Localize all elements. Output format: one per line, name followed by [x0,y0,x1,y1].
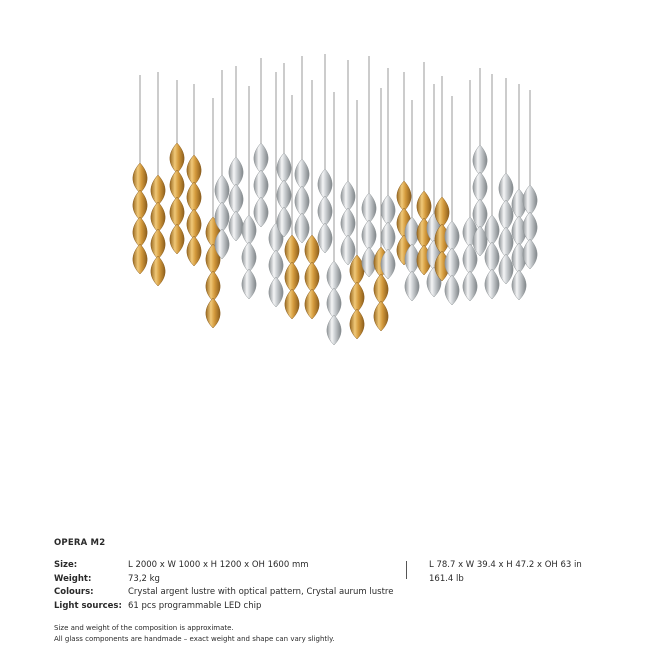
gold-crystal-drop [133,163,147,193]
silver-crystal-drop [295,159,309,189]
silver-crystal-drop [499,200,513,230]
silver-crystal-drop [277,153,291,183]
spec-value: 73,2 kg [128,573,160,584]
silver-crystal-drop [499,254,513,284]
silver-crystal-drop [269,250,283,280]
silver-crystal-drop [405,271,419,301]
silver-crystal-drop [473,145,487,175]
gold-crystal-drop [151,202,165,232]
gold-crystal-drop [187,155,201,185]
silver-crystal-drop [327,288,341,318]
gold-crystal-drop [187,209,201,239]
product-title: OPERA M2 [54,538,106,548]
silver-crystal-drop [341,208,355,238]
note-line: All glass components are handmade – exact weight and shape can vary slightly. [54,634,335,643]
gold-crystal-drop [151,175,165,205]
silver-crystal-drop [295,186,309,216]
note-line: Size and weight of the composition is approximate. [54,624,234,632]
gold-crystal-drop [417,191,431,221]
spec-label: Colours: [54,587,94,597]
gold-crystal-drop [170,224,184,254]
silver-crystal-drop [381,195,395,225]
silver-crystal-drop [318,223,332,253]
silver-crystal-drop [242,215,256,245]
silver-crystal-drop [485,269,499,299]
spec-row-size [54,559,400,573]
silver-crystal-drop [269,277,283,307]
silver-crystal-drop [242,269,256,299]
silver-crystal-drop [229,184,243,214]
silver-crystal-drop [295,213,309,243]
gold-crystal-drop [133,190,147,220]
gold-crystal-drop [206,298,220,328]
spec-label: Size: [54,560,78,570]
gold-crystal-drop [133,217,147,247]
imperial-specs [429,559,582,586]
silver-crystal-drop [254,170,268,200]
silver-crystal-drop [327,261,341,291]
gold-crystal-drop [374,274,388,304]
gold-crystal-drop [285,235,299,265]
silver-crystal-drop [499,173,513,203]
silver-crystal-drop [277,180,291,210]
disclaimer-notes [54,623,335,644]
gold-crystal-drop [133,244,147,274]
gold-crystal-drop [397,181,411,211]
gold-crystal-drop [151,256,165,286]
silver-crystal-drop [473,172,487,202]
silver-crystal-drop [362,220,376,250]
gold-crystal-drop [305,289,319,319]
gold-crystal-drop [305,262,319,292]
gold-crystal-drop [187,236,201,266]
gold-crystal-drop [285,289,299,319]
silver-crystal-drop [512,270,526,300]
silver-crystal-drop [318,169,332,199]
gold-crystal-drop [285,262,299,292]
gold-crystal-drop [151,229,165,259]
gold-crystal-drop [350,309,364,339]
silver-crystal-drop [327,315,341,345]
silver-crystal-drop [499,227,513,257]
gold-crystal-drop [374,301,388,331]
silver-crystal-drop [381,222,395,252]
silver-crystal-drop [485,242,499,272]
gold-crystal-drop [170,197,184,227]
silver-crystal-drop [318,196,332,226]
gold-crystal-drop [170,170,184,200]
spec-row-light-sources [54,600,400,614]
silver-crystal-drop [254,143,268,173]
silver-crystal-drop [362,193,376,223]
silver-crystal-drop [341,181,355,211]
silver-crystal-drop [254,197,268,227]
spec-row-colours [54,586,400,600]
silver-crystal-drop [445,275,459,305]
silver-crystal-drop [215,175,229,205]
imperial-weight: 161.4 lb [429,573,464,584]
silver-crystal-drop [463,271,477,301]
silver-crystal-drop [242,242,256,272]
spec-value: Crystal argent lustre with optical pattern, Crystal aurum lustre [128,587,394,597]
gold-crystal-drop [350,282,364,312]
gold-crystal-drop [206,271,220,301]
spec-value: 61 pcs programmable LED chip [128,600,262,611]
gold-crystal-drop [170,143,184,173]
column-divider [406,561,407,579]
spec-value: L 2000 x W 1000 x H 1200 x OH 1600 mm [128,560,309,570]
imperial-size: L 78.7 x W 39.4 x H 47.2 x OH 63 in [429,560,582,570]
spec-label: Light sources: [54,600,122,611]
gold-crystal-drop [305,235,319,265]
silver-crystal-drop [229,211,243,241]
spec-row-weight [54,573,400,587]
spec-label: Weight: [54,573,92,584]
spec-table [54,559,400,613]
silver-crystal-drop [229,157,243,187]
gold-crystal-drop [187,182,201,212]
